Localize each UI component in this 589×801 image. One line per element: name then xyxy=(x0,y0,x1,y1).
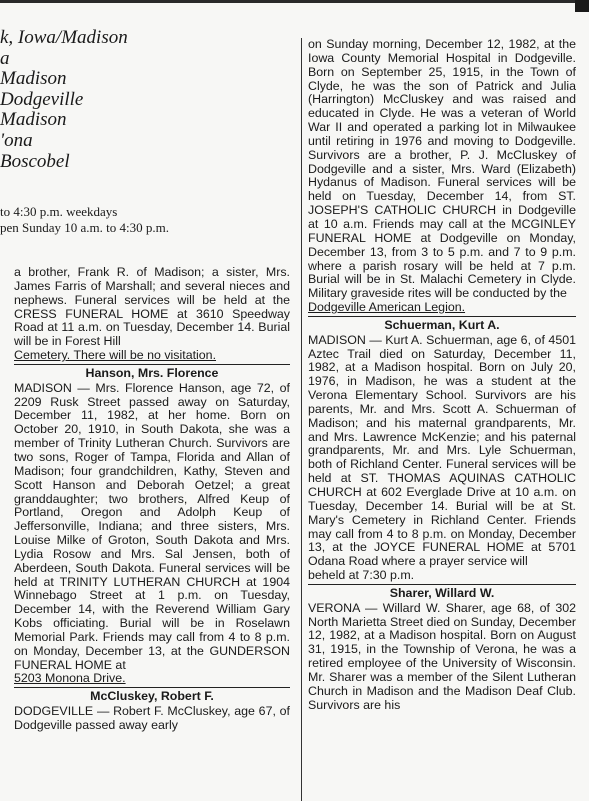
ad-location: Madison xyxy=(0,68,67,90)
top-border xyxy=(0,0,589,3)
obituary-body-mccluskey-continued: on Sunday morning, December 12, 1982, at the Iowa County Memorial Hospital in Dodgeville. Born on September 25, 1915, in the Town of Clyde, he was the son of Patrick and Julia (Harrington) McCluskey and was raised and educated in Clyde. He was a veteran of World War II and operated a parking lot in Milwaukee until retiring in 1976 and moving to Dodgeville. Survivors are a brother, P. J. McCluskey of Dodgeville and a sister, Mrs. Ward (Elizabeth) Hydanus of Madison. Funeral services will be held on Tuesday, December 14, from ST. JOSEPH'S CATHOLIC CHURCH in Dodgeville at 10 a.m. Friends may call at the MCGINLEY FUNERAL HOME at Dodgeville on Monday, December 13, from 3 to 5 p.m. and 7 to 9 p.m. where a parish rosary will be held at 7 p.m. Burial will be in St. Malachi Cemetery in Clyde. Military graveside rites will be conducted by the xyxy=(308,37,576,301)
obituary-heading-schuerman: Schuerman, Kurt A. xyxy=(384,317,500,332)
ad-hours-weekdays: to 4:30 p.m. weekdays xyxy=(0,204,118,219)
obituary-heading-hanson: Hanson, Mrs. Florence xyxy=(85,365,219,380)
ad-location: Boscobel xyxy=(0,150,70,172)
ad-location: Madison xyxy=(0,109,67,131)
corner-mark xyxy=(575,0,589,12)
advertisement-fragment xyxy=(0,27,300,235)
obituary-continuation: a brother, Frank R. of Madison; a sister, Mrs. James Farris of Marshall; and several nieces and nephews. Funeral services will be held at the CRESS FUNERAL HOME at 3610 Speedway Road at 11 a.m. on Tuesday, December 14. Burial will be in Forest Hill xyxy=(14,265,290,349)
obituary-body-sharer: VERONA — Willard W. Sharer, age 68, of 302 North Marietta Street died on Sunday, December 12, 1982, at a Madison hospital. Born on August 31, 1915, in the Township of Verona, he was a retired employee of the University of Wisconsin. Mr. Sharer was a member of the Silent Lutheran Church in Madison and the Madison Deaf Club. Survivors are his xyxy=(308,600,576,712)
section-rule xyxy=(308,316,576,317)
section-rule xyxy=(308,584,576,585)
obituary-continuation-end: Cemetery. There will be no visitation. xyxy=(14,348,217,363)
obituary-body-schuerman-end: beheld at 7:30 p.m. xyxy=(308,568,415,583)
obituary-body-hanson-end: 5203 Monona Drive. xyxy=(14,671,126,686)
ad-location: Dodgeville xyxy=(0,88,84,110)
right-column xyxy=(308,38,576,713)
column-divider xyxy=(301,38,302,801)
obituary-heading-mccluskey: McCluskey, Robert F. xyxy=(90,689,214,704)
section-rule xyxy=(14,364,290,365)
ad-hours xyxy=(0,204,300,236)
obituary-body-hanson: MADISON — Mrs. Florence Hanson, age 72, of 2209 Rusk Street passed away on Saturday, December 11, 1982, at her home. Born on October 20, 1910, in South Dakota, she was a member of Trinity Lutheran Church. Survivors are two sons, Roger of Tampa, Florida and Allan of Madison; four grandchildren, Kathy, Steven and Scott Hanson and Deborah Oetzel; a great granddaughter; two brothers, Alfred Keup of Portland, Oregon and Adolph Keup of Jeffersonville, Indiana; and three sisters, Mrs. Louise Milke of Groton, South Dakota and Mrs. Lydia Rosow and Mrs. Sal Jensen, both of Aberdeen, South Dakota. Funeral services will be held at TRINITY LUTHERAN CHURCH at 1904 Winnebago Street at 1 p.m. on Tuesday, December 14, with the Reverend William Gary Kobs officiating. Burial will be in Roselawn Memorial Park. Friends may call from 4 to 8 p.m. on Monday, December 13, at the GUNDERSON FUNERAL HOME at xyxy=(14,380,290,672)
left-column xyxy=(14,266,290,733)
ad-location: a xyxy=(0,47,10,69)
obituary-body-schuerman: MADISON — Kurt A. Schuerman, age 6, of 4501 Aztec Trail died on Saturday, December 11, 1982, at a Madison hospital. Born on July 20, 1976, in Madison, he was a student at the Verona Elementary School. Survivors are his parents, Mr. and Mrs. Scott A. Schuerman of Madison; and his maternal grandparents, Mr. and Mrs. Lawrence McKenzie; and his paternal grandparents, Mr. and Mrs. Lyle Schuerman, both of Richland Center. Funeral services will be held at ST. THOMAS AQUINAS CATHOLIC CHURCH at 602 Everglade Drive at 10 a.m. on Tuesday, December 14. Burial will be at St. Mary's Cemetery in Richland Center. Friends may call from 4 to 8 p.m. on Monday, December 13, at the JOYCE FUNERAL HOME at 5701 Odana Road where a prayer service will xyxy=(308,332,576,569)
obituary-body-mccluskey-end: Dodgeville American Legion. xyxy=(308,300,466,315)
obituary-body-mccluskey: DODGEVILLE — Robert F. McCluskey, age 67, of Dodgeville passed away early xyxy=(14,704,290,732)
obituary-heading-sharer: Sharer, Willard W. xyxy=(389,585,495,600)
ad-hours-sunday: pen Sunday 10 a.m. to 4:30 p.m. xyxy=(0,220,169,235)
ad-location: 'ona xyxy=(0,129,33,151)
ad-location: k, Iowa/Madison xyxy=(0,27,128,48)
section-rule xyxy=(14,687,290,688)
